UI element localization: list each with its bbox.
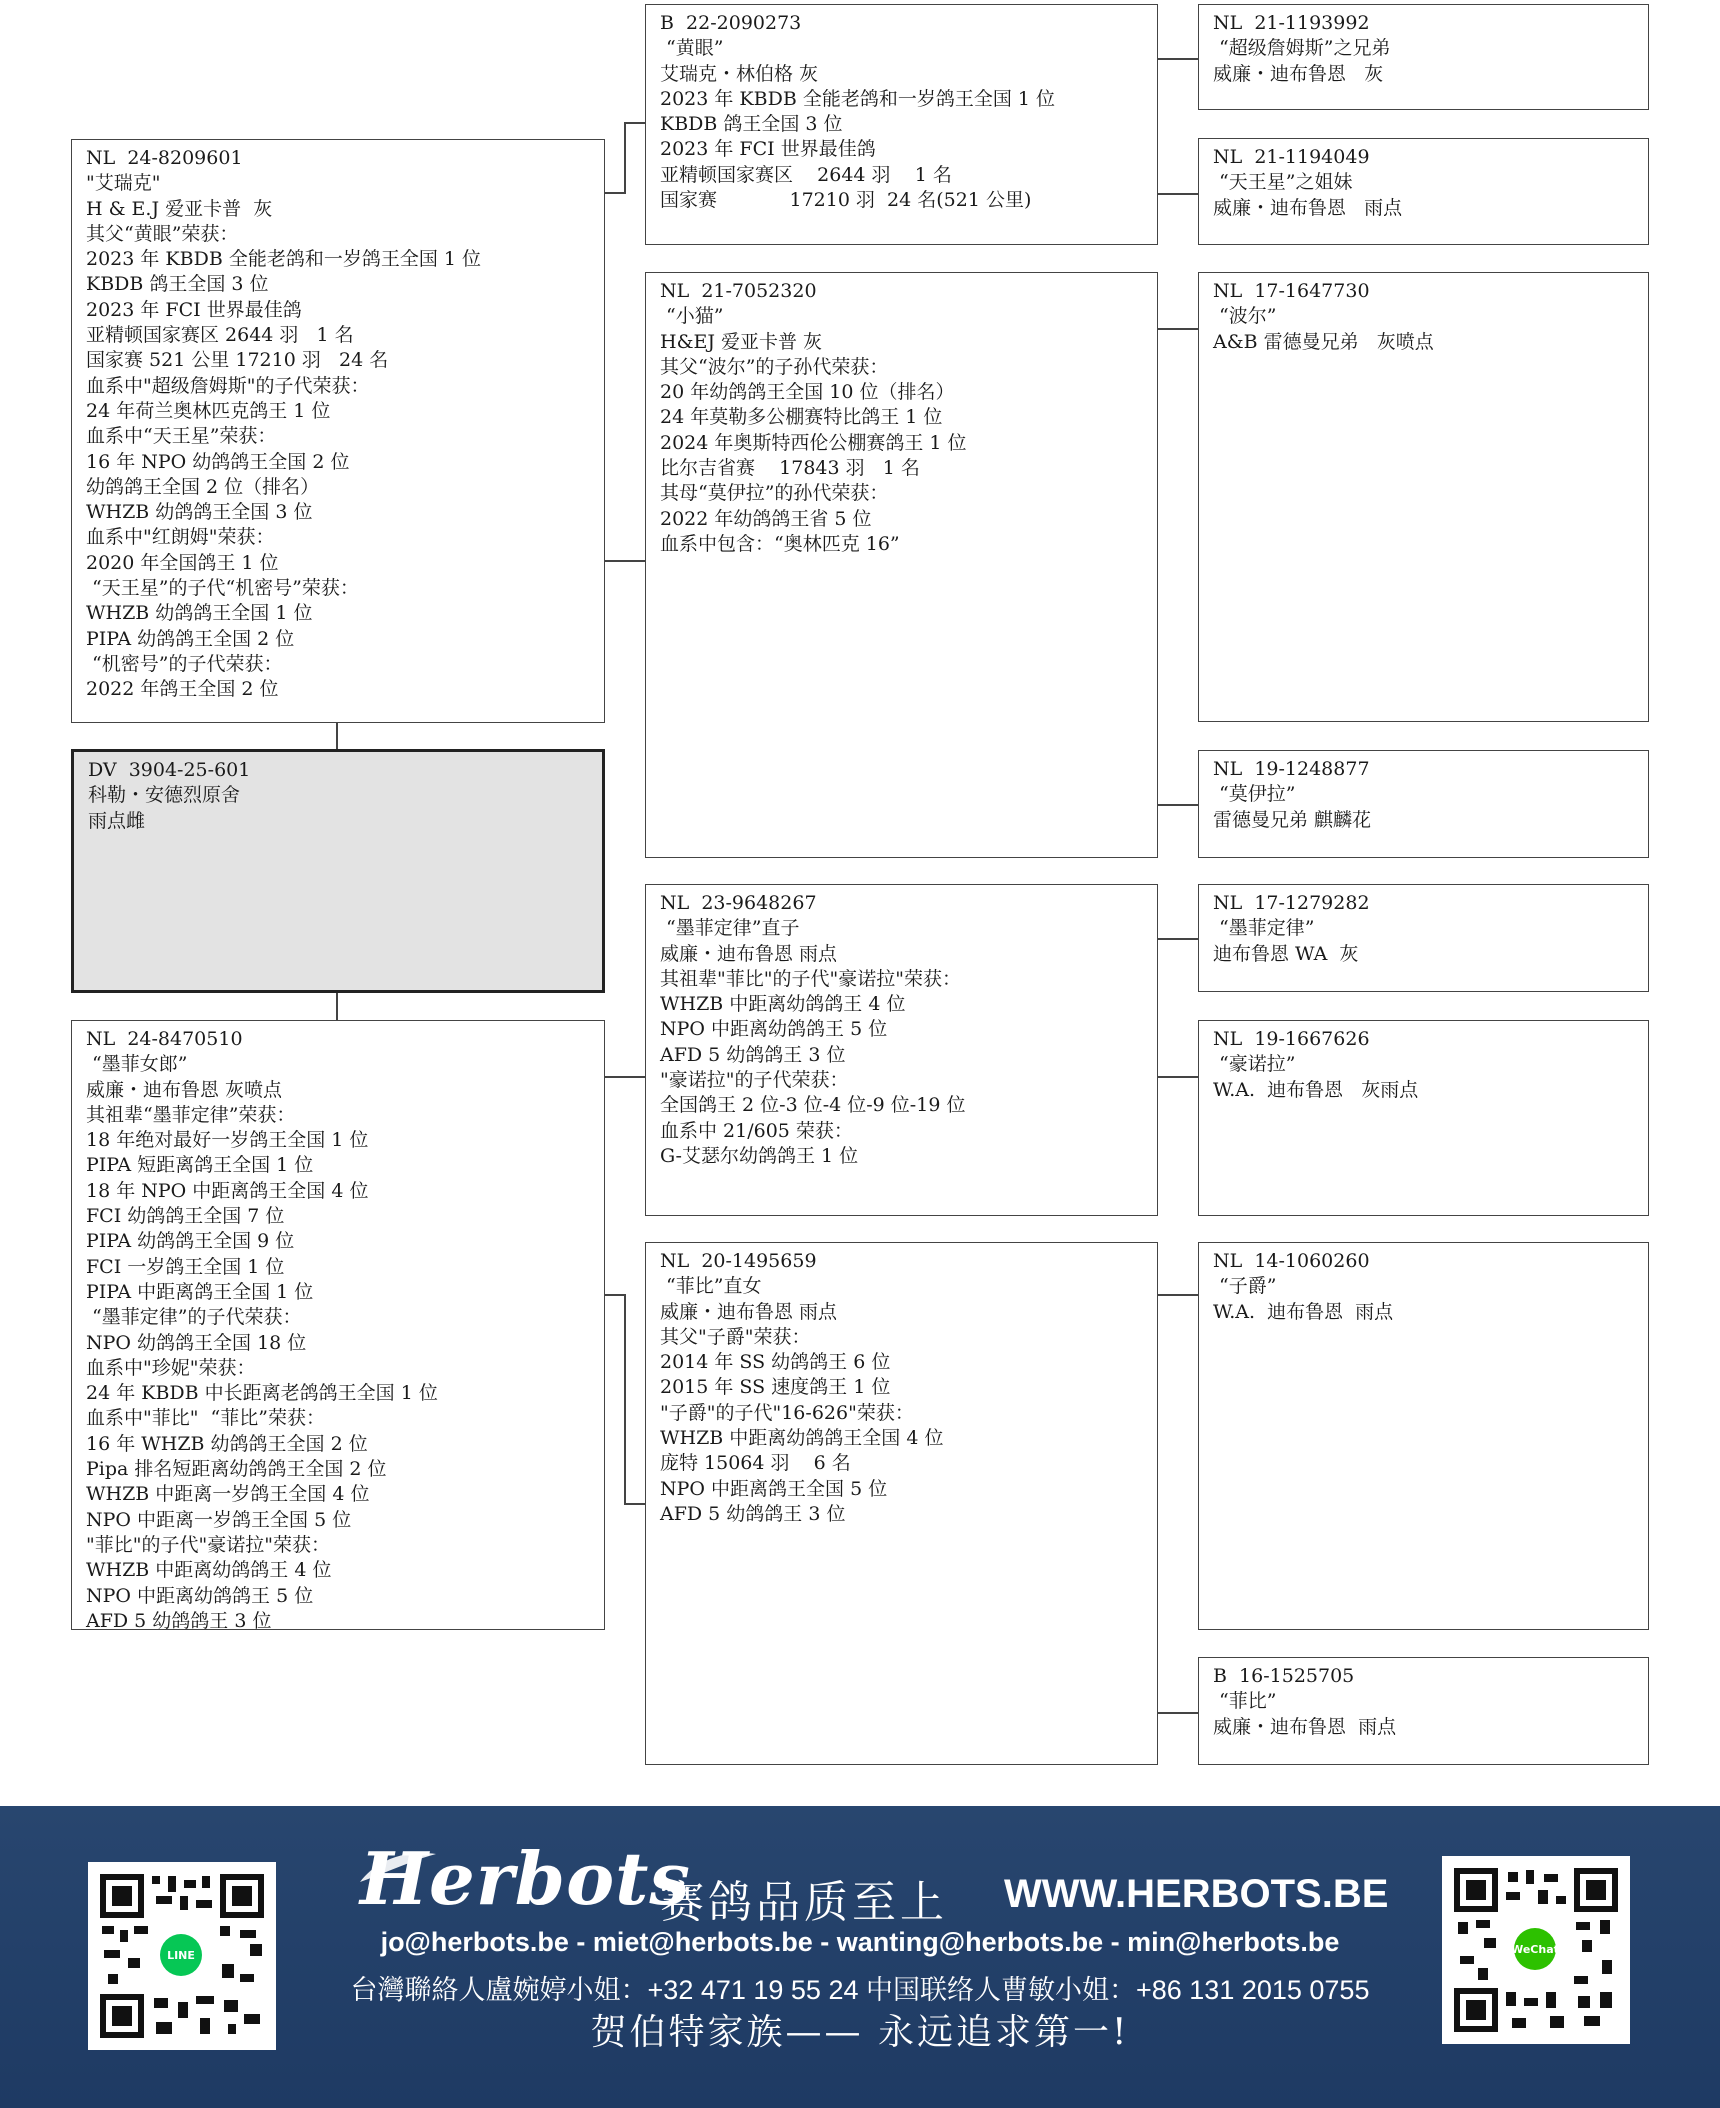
pedigree-line: “子爵” (1213, 1275, 1277, 1298)
connector-line (1158, 328, 1198, 330)
pedigree-line: 16 年 WHZB 幼鸽鸽王全国 2 位 (86, 1432, 368, 1455)
pedigree-line: “机密号”的子代荣获： (86, 652, 283, 675)
connector-line (605, 1294, 625, 1296)
pedigree-line: "子爵"的子代"16-626"荣获： (660, 1401, 914, 1424)
pedigree-line: “小猫” (660, 305, 724, 328)
pedigree-line: “天王星”之姐妹 (1213, 171, 1353, 194)
pedigree-line: 24 年荷兰奥林匹克鸽王 1 位 (86, 399, 331, 422)
pedigree-line: 幼鸽鸽王全国 2 位（排名） (86, 475, 320, 498)
connector-line (1158, 804, 1198, 806)
pedigree-line: 血系中"珍妮"荣获： (86, 1356, 256, 1379)
pedigree-line: 2022 年幼鸽鸽王省 5 位 (660, 507, 872, 530)
pedigree-line: "艾瑞克" (86, 172, 161, 195)
pedigree-line: W.A. 迪布鲁恩 灰雨点 (1213, 1078, 1419, 1101)
line-badge-icon: LINE (160, 1934, 202, 1976)
email-addresses[interactable]: jo@herbots.be - miet@herbots.be - wanting@herbots.be - min@herbots.be (380, 1927, 1340, 1957)
pedigree-line: WHZB 中距离幼鸽鸽王 4 位 (86, 1559, 332, 1582)
pedigree-line: 国家赛 521 公里 17210 羽 24 名 (86, 349, 389, 372)
sire-box (71, 139, 605, 723)
pedigree-line: 亚精顿国家赛区 2644 羽 1 名 (86, 324, 354, 347)
pedigree-line: “波尔” (1213, 305, 1277, 328)
connector-line (624, 122, 645, 124)
connector-line (1158, 1076, 1198, 1078)
pedigree-line: “墨菲定律” (1213, 917, 1315, 940)
pedigree-line: KBDB 鸽王全国 3 位 (86, 273, 269, 296)
connector-line (1158, 58, 1198, 60)
ring-number: NL 23-9648267 (660, 892, 817, 914)
pedigree-line: FCI 一岁鸽王全国 1 位 (86, 1255, 285, 1278)
pedigree-line: 16 年 NPO 幼鸽鸽王全国 2 位 (86, 450, 350, 473)
pedigree-line: 2024 年奥斯特西伦公棚赛鸽王 1 位 (660, 431, 967, 454)
pedigree-line: PIPA 幼鸽鸽王全国 2 位 (86, 627, 295, 650)
pedigree-line: 迪布鲁恩 WA 灰 (1213, 942, 1359, 965)
pedigree-line: KBDB 鸽王全国 3 位 (660, 113, 843, 136)
pedigree-line: NPO 中距离幼鸽鸽王 5 位 (660, 1018, 888, 1041)
pedigree-line: "豪诺拉"的子代荣获： (660, 1069, 849, 1092)
sire-sire-box (645, 4, 1158, 245)
pedigree-line: 威廉・迪布鲁恩 雨点 (1213, 1715, 1397, 1738)
sdd-box (1198, 750, 1649, 858)
pedigree-line: PIPA 短距离鸽王全国 1 位 (86, 1154, 314, 1177)
ring-number: NL 19-1667626 (1213, 1028, 1370, 1050)
pedigree-line: 其父"子爵"荣获： (660, 1325, 811, 1348)
pedigree-line: NPO 中距离一岁鸽王全国 5 位 (86, 1508, 352, 1531)
pedigree-line: “天王星”的子代“机密号”荣获： (86, 577, 359, 600)
pedigree-line: 2023 年 FCI 世界最佳鸽 (86, 298, 302, 321)
pedigree-line: PIPA 幼鸽鸽王全国 9 位 (86, 1230, 295, 1253)
pedigree-line: “墨菲定律”直子 (660, 917, 800, 940)
ring-number: B 16-1525705 (1213, 1665, 1355, 1687)
connector-line (624, 1294, 626, 1504)
connector-line (336, 993, 338, 1020)
ring-number: NL 14-1060260 (1213, 1250, 1370, 1272)
pedigree-line: WHZB 幼鸽鸽王全国 1 位 (86, 602, 313, 625)
ring-number: NL 24-8470510 (86, 1028, 243, 1050)
family-motto: 贺伯特家族—— 永远追求第一! (590, 2012, 1130, 2053)
pedigree-line: 其祖辈"菲比"的子代"豪诺拉"荣获： (660, 967, 961, 990)
ring-number: NL 19-1248877 (1213, 758, 1370, 780)
pedigree-line: 血系中包含：“奥林匹克 16” (660, 532, 900, 555)
pedigree-line: “超级詹姆斯”之兄弟 (1213, 37, 1391, 60)
pedigree-line: 2014 年 SS 幼鸽鸽王 6 位 (660, 1351, 891, 1374)
ring-number: B 22-2090273 (660, 12, 802, 34)
connector-line (1158, 1294, 1198, 1296)
pedigree-line: “菲比” (1213, 1690, 1277, 1713)
pedigree-line: 血系中"红朗姆"荣获： (86, 526, 275, 549)
pedigree-line: 血系中 21/605 荣获： (660, 1119, 853, 1142)
pedigree-line: 24 年莫勒多公棚赛特比鸽王 1 位 (660, 406, 943, 429)
pedigree-line: 其母“莫伊拉”的孙代荣获： (660, 482, 889, 505)
pedigree-line: 24 年 KBDB 中长距离老鸽鸽王全国 1 位 (86, 1382, 438, 1405)
sire-dam-box (645, 272, 1158, 858)
pedigree-line: 2023 年 KBDB 全能老鸽和一岁鸽王全国 1 位 (86, 248, 481, 271)
connector-line (624, 122, 626, 194)
subject-box (71, 749, 605, 993)
pedigree-line: 其祖辈“墨菲定律”荣获： (86, 1103, 296, 1126)
pedigree-line: 其父“波尔”的子孙代荣获： (660, 355, 889, 378)
pedigree-line: A&B 雷德曼兄弟 灰喷点 (1213, 330, 1434, 353)
connector-line (336, 723, 338, 749)
pedigree-line: Pipa 排名短距离幼鸽鸽王全国 2 位 (86, 1458, 387, 1481)
connector-line (605, 192, 625, 194)
ring-number: NL 24-8209601 (86, 147, 243, 169)
connector-line (1158, 938, 1198, 940)
pedigree-line: 科勒・安德烈原舍 (88, 784, 241, 807)
pedigree-line: 2015 年 SS 速度鸽王 1 位 (660, 1376, 891, 1399)
pedigree-line: 国家赛 17210 羽 24 名(521 公里) (660, 189, 1032, 212)
dam-dam-box (645, 1242, 1158, 1765)
pedigree-line: 血系中“天王星”荣获： (86, 425, 277, 448)
dss-box (1198, 884, 1649, 992)
pedigree-line: NPO 幼鸽鸽王全国 18 位 (86, 1331, 307, 1354)
connector-line (605, 560, 645, 562)
pedigree-line: “黄眼” (660, 37, 724, 60)
pedigree-line: WHZB 幼鸽鸽王全国 3 位 (86, 501, 313, 524)
pedigree-line: “墨菲定律”的子代荣获： (86, 1306, 302, 1329)
ddd-box (1198, 1657, 1649, 1765)
dds-box (1198, 1242, 1649, 1630)
connector-line (1158, 1712, 1198, 1714)
pedigree-line: 2023 年 KBDB 全能老鸽和一岁鸽王全国 1 位 (660, 87, 1055, 110)
ring-number: DV 3904-25-601 (88, 759, 251, 781)
pedigree-line: AFD 5 幼鸽鸽王 3 位 (660, 1043, 846, 1066)
pedigree-line: “莫伊拉” (1213, 783, 1296, 806)
pedigree-line: PIPA 中距离鸽王全国 1 位 (86, 1280, 314, 1303)
pedigree-line: 威廉・迪布鲁恩 灰喷点 (86, 1078, 283, 1101)
pedigree-line: W.A. 迪布鲁恩 雨点 (1213, 1300, 1394, 1323)
pedigree-line: AFD 5 幼鸽鸽王 3 位 (660, 1502, 846, 1525)
wechat-badge-icon: WeChat (1514, 1928, 1556, 1970)
pedigree-line: 雨点雌 (88, 809, 146, 832)
ring-number: NL 21-7052320 (660, 280, 817, 302)
pedigree-line: 血系中"菲比" “菲比”荣获： (86, 1407, 325, 1430)
pedigree-line: WHZB 中距离一岁鸽王全国 4 位 (86, 1483, 370, 1506)
pedigree-line: "菲比"的子代"豪诺拉"荣获： (86, 1533, 330, 1556)
sss-box (1198, 4, 1649, 110)
pedigree-line: “墨菲女郎” (86, 1053, 188, 1076)
pedigree-line: 血系中"超级詹姆斯"的子代荣获： (86, 374, 370, 397)
pedigree-line: WHZB 中距离幼鸽鸽王 4 位 (660, 993, 906, 1016)
pedigree-line: 18 年 NPO 中距离鸽王全国 4 位 (86, 1179, 369, 1202)
connector-line (1158, 193, 1198, 195)
pedigree-line: 其父“黄眼”荣获： (86, 222, 239, 245)
pedigree-line: 亚精顿国家赛区 2644 羽 1 名 (660, 163, 952, 186)
pedigree-line: 20 年幼鸽鸽王全国 10 位（排名） (660, 381, 955, 404)
pedigree-line: H & E.J 爱亚卡普 灰 (86, 197, 273, 220)
pedigree-line: “豪诺拉” (1213, 1053, 1296, 1076)
pedigree-line: 2023 年 FCI 世界最佳鸽 (660, 138, 876, 161)
connector-line (605, 1076, 645, 1078)
pedigree-line: 庞特 15064 羽 6 名 (660, 1452, 851, 1475)
dam-sire-box (645, 884, 1158, 1216)
pedigree-line: 全国鸽王 2 位-3 位-4 位-9 位-19 位 (660, 1094, 966, 1117)
brand-logo: Herbots (360, 1836, 691, 1921)
pedigree-line: 威廉・迪布鲁恩 雨点 (660, 942, 838, 965)
ring-number: NL 17-1647730 (1213, 280, 1370, 302)
pedigree-line: 威廉・迪布鲁恩 雨点 (660, 1300, 838, 1323)
dam-box (71, 1020, 605, 1630)
pedigree-line: 2022 年鸽王全国 2 位 (86, 678, 279, 701)
pedigree-line: 比尔吉省赛 17843 羽 1 名 (660, 457, 920, 480)
contact-phones: 台灣聯絡人盧婉婷小姐：+32 471 19 55 24 中国联络人曹敏小姐：+86 131 2015 0755 (350, 1975, 1370, 2005)
ring-number: NL 20-1495659 (660, 1250, 817, 1272)
pedigree-line: 威廉・迪布鲁恩 雨点 (1213, 196, 1403, 219)
pedigree-line: “菲比”直女 (660, 1275, 762, 1298)
dsd-box (1198, 1020, 1649, 1216)
pedigree-line: G-艾瑟尔幼鸽鸽王 1 位 (660, 1144, 859, 1167)
pedigree-line: NPO 中距离幼鸽鸽王 5 位 (86, 1584, 314, 1607)
brand-slogan: 赛鸽品质至上 (660, 1877, 948, 1928)
pedigree-line: NPO 中距离鸽王全国 5 位 (660, 1477, 888, 1500)
pedigree-line: FCI 幼鸽鸽王全国 7 位 (86, 1205, 285, 1228)
pedigree-line: 2020 年全国鸽王 1 位 (86, 551, 279, 574)
pedigree-line: 威廉・迪布鲁恩 灰 (1213, 62, 1384, 85)
pedigree-line: AFD 5 幼鸽鸽王 3 位 (86, 1609, 272, 1630)
ring-number: NL 21-1194049 (1213, 146, 1370, 168)
pedigree-line: 雷德曼兄弟 麒麟花 (1213, 808, 1372, 831)
pedigree-line: WHZB 中距离幼鸽鸽王全国 4 位 (660, 1427, 944, 1450)
ssd-box (1198, 138, 1649, 245)
pedigree-line: 艾瑞克・林伯格 灰 (660, 62, 819, 85)
sds-box (1198, 272, 1649, 722)
ring-number: NL 21-1193992 (1213, 12, 1370, 34)
connector-line (624, 1503, 645, 1505)
pedigree-line: H&EJ 爱亚卡普 灰 (660, 330, 823, 353)
ring-number: NL 17-1279282 (1213, 892, 1370, 914)
pedigree-line: 18 年绝对最好一岁鸽王全国 1 位 (86, 1129, 369, 1152)
website-link[interactable]: WWW.HERBOTS.BE (1004, 1872, 1389, 1916)
